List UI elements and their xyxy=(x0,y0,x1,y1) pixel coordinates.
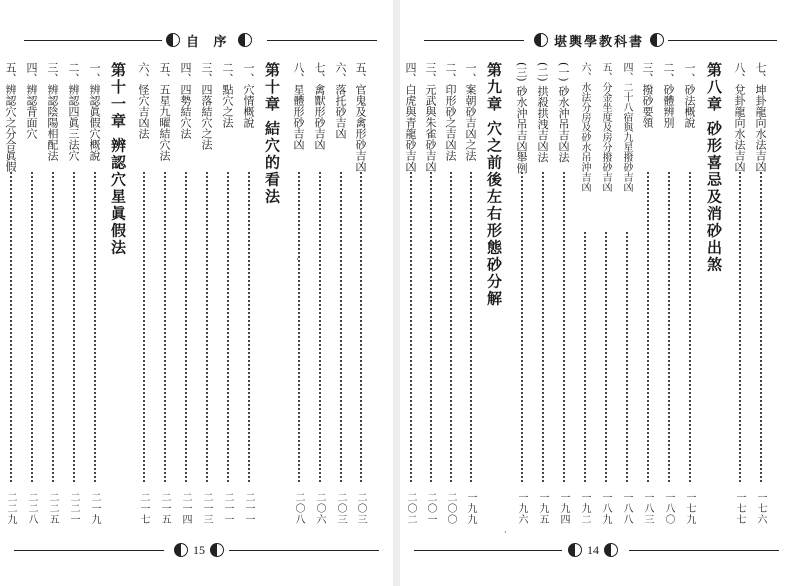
toc-subentry: (一) 砂水沖吊吉凶法 xyxy=(557,62,570,163)
toc-entry: 三、撥砂要領 xyxy=(641,62,654,128)
leader-dots xyxy=(605,232,607,482)
yin-yang-icon xyxy=(174,543,188,557)
footer-rule xyxy=(414,550,562,551)
left-page xyxy=(0,0,393,586)
yin-yang-icon xyxy=(238,33,252,47)
page-header xyxy=(24,28,377,52)
toc-page-number: 二〇八 xyxy=(293,492,304,525)
toc-page-number: 二〇三 xyxy=(355,492,366,525)
toc-page-number: 二〇〇 xyxy=(445,492,456,525)
toc-page-number: 二一七 xyxy=(138,492,149,525)
yin-yang-icon xyxy=(604,543,618,557)
toc-entry: 四、四勢結穴法 xyxy=(179,62,192,139)
leader-dots xyxy=(143,172,145,482)
leader-dots xyxy=(470,172,472,482)
toc-page-number: 二二五 xyxy=(47,492,58,525)
header-rule xyxy=(24,40,174,41)
leader-dots xyxy=(689,172,691,482)
leader-dots xyxy=(185,172,187,482)
toc-page-number: 二一一 xyxy=(222,492,233,525)
yin-yang-icon xyxy=(534,33,548,47)
page-header xyxy=(424,28,777,52)
toc-page-number: 二二八 xyxy=(26,492,37,525)
page-footer xyxy=(14,540,379,560)
toc-page-number: 二〇一 xyxy=(425,492,436,525)
toc-page-number: 一九四 xyxy=(558,492,569,525)
yin-yang-icon xyxy=(568,543,582,557)
header-center xyxy=(162,28,256,52)
toc-entry: 三、辨認陰陽相配法 xyxy=(46,62,59,161)
toc-page-number: 二一一 xyxy=(243,492,254,525)
leader-dots xyxy=(52,172,54,482)
toc-entry: 五、五星九曜結穴法 xyxy=(158,62,171,161)
footer-rule xyxy=(14,550,164,551)
toc-entry: 一、穴情概說 xyxy=(242,62,255,128)
yin-yang-icon xyxy=(650,33,664,47)
page-number: 15 xyxy=(193,542,205,557)
toc-page-number: 一七六 xyxy=(755,492,766,525)
toc-page-number: 一九九 xyxy=(465,492,476,525)
toc-page-number: 一九二 xyxy=(579,492,590,525)
toc-page-number: 一七九 xyxy=(684,492,695,525)
toc-page-number: 一八九 xyxy=(600,492,611,525)
toc-page-number: 二二九 xyxy=(5,492,16,525)
page-number: 14 xyxy=(587,542,599,557)
leader-dots xyxy=(563,172,565,482)
toc-entry: 八、星體形砂吉凶 xyxy=(292,62,305,150)
header-rule xyxy=(667,40,777,41)
toc-entry: 四、白虎與青龍砂吉凶 xyxy=(404,62,417,172)
yin-yang-icon xyxy=(166,33,180,47)
toc-subentry: (三) 砂水沖吊吉凶舉例 xyxy=(515,62,528,174)
leader-dots xyxy=(248,172,250,482)
toc-page-number: 二〇三 xyxy=(335,492,346,525)
toc-entry: 五、官鬼及禽形砂吉凶 xyxy=(354,62,367,172)
leader-dots xyxy=(206,172,208,482)
toc-page-number: 二一五 xyxy=(159,492,170,525)
toc-page-number: 一九六 xyxy=(516,492,527,525)
leader-dots xyxy=(668,172,670,482)
scan-speck: · xyxy=(296,255,299,265)
page-header-title: 堪輿學教科書 xyxy=(554,34,645,50)
leader-dots xyxy=(10,172,12,482)
toc-page-number: 一八三 xyxy=(642,492,653,525)
toc-page-number: 二一四 xyxy=(180,492,191,525)
page-header-title: 自 序 xyxy=(186,34,232,50)
toc-entry: 二、辨認四眞三法穴 xyxy=(67,62,80,161)
leader-dots xyxy=(521,172,523,482)
toc-entry: 三、元武與朱雀砂吉凶 xyxy=(424,62,437,172)
leader-dots xyxy=(360,172,362,482)
toc-entry: 六、水法分房及砂水吊沖吉凶 xyxy=(579,62,590,192)
header-center xyxy=(530,28,668,52)
toc-entry: 四、二十八宿與九星撥砂吉凶 xyxy=(621,62,632,192)
book-gutter xyxy=(393,0,400,586)
toc-entry: 五、辨認穴之分合眞假 xyxy=(4,62,17,172)
footer-center xyxy=(170,540,228,560)
chapter-heading: 第十章 結穴的看法 xyxy=(263,62,281,206)
toc-page-number: 一九五 xyxy=(537,492,548,525)
leader-dots xyxy=(584,232,586,482)
toc-subentry: (二) 拱殺拱洩吉凶法 xyxy=(536,62,549,163)
leader-dots xyxy=(227,172,229,482)
chapter-heading: 第十一章 辨認穴星眞假法 xyxy=(109,62,127,257)
toc-page-number: 一八八 xyxy=(621,492,632,525)
chapter-heading: 第九章 穴之前後左右形態砂分解 xyxy=(485,62,503,308)
leader-dots xyxy=(410,172,412,482)
toc-page-number: 二一三 xyxy=(201,492,212,525)
chapter-heading: 第八章 砂形喜忌及消砂出煞 xyxy=(705,62,723,274)
toc-entry: 一、砂法概說 xyxy=(683,62,696,128)
toc-entry: 四、辨認背面穴 xyxy=(25,62,38,139)
header-rule xyxy=(424,40,524,41)
leader-dots xyxy=(760,172,762,482)
footer-rule xyxy=(629,550,779,551)
leader-dots xyxy=(450,172,452,482)
leader-dots xyxy=(319,172,321,482)
toc-entry: 三、四落結穴之法 xyxy=(200,62,213,150)
toc-entry: 一、辨認眞假穴概說 xyxy=(88,62,101,161)
leader-dots xyxy=(94,172,96,482)
leader-dots xyxy=(340,172,342,482)
toc-entry: 二、砂體辨別 xyxy=(662,62,675,128)
footer-center xyxy=(564,540,622,560)
toc-entry: 二、印形砂之吉凶法 xyxy=(444,62,457,161)
right-page xyxy=(400,0,793,586)
page-footer xyxy=(414,540,779,560)
toc-entry: 一、案朝砂吉凶之法 xyxy=(464,62,477,161)
toc-page-number: 一七七 xyxy=(734,492,745,525)
leader-dots xyxy=(430,172,432,482)
toc-page-number: 二〇二 xyxy=(405,492,416,525)
leader-dots xyxy=(298,172,300,482)
toc-entry: 六、落托砂吉凶 xyxy=(334,62,347,139)
leader-dots xyxy=(626,232,628,482)
header-rule xyxy=(267,40,377,41)
toc-page-number: 一八〇 xyxy=(663,492,674,525)
leader-dots xyxy=(164,172,166,482)
toc-entry: 五、分金坐度及房分撥砂吉凶 xyxy=(600,62,611,192)
toc-entry: 八、兌卦龍向水法吉凶 xyxy=(733,62,746,172)
scan-speck: · xyxy=(504,528,507,538)
toc-entry: 七、禽獸形砂吉凶 xyxy=(313,62,326,150)
toc-entry: 二、點穴之法 xyxy=(221,62,234,128)
leader-dots xyxy=(31,172,33,482)
toc-entry: 七、坤卦龍向水法吉凶 xyxy=(754,62,767,172)
toc-page-number: 二二一 xyxy=(68,492,79,525)
leader-dots xyxy=(739,172,741,482)
toc-entry: 六、怪穴吉凶法 xyxy=(137,62,150,139)
footer-rule xyxy=(229,550,379,551)
leader-dots xyxy=(73,172,75,482)
leader-dots xyxy=(647,172,649,482)
toc-page-number: 二〇六 xyxy=(314,492,325,525)
yin-yang-icon xyxy=(210,543,224,557)
leader-dots xyxy=(542,172,544,482)
toc-page-number: 二一九 xyxy=(89,492,100,525)
